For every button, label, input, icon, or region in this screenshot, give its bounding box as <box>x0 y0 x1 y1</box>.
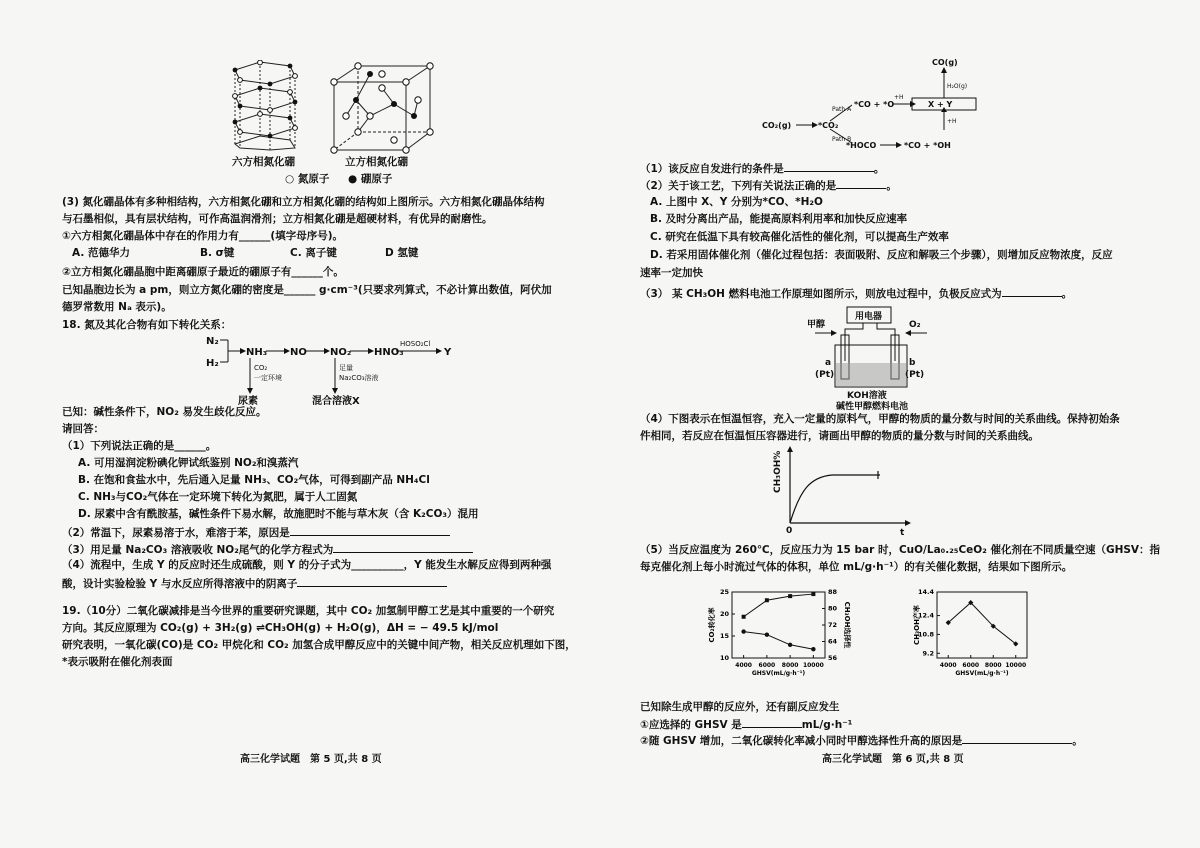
right-y-tick-label: 72 <box>828 621 838 629</box>
q17-sub2: ②立方相氮化硼晶胞中距离硼原子最近的硼原子有______个。 <box>62 266 344 278</box>
q17-sub3-line1: 已知晶胞边长为 a pm，则立方氮化硼的密度是______ g·cm⁻³(只要求列算式，不必计算出数值，阿伏加 <box>62 284 552 296</box>
right-y-tick-label: 56 <box>828 654 838 662</box>
r-q2-text: （2）关于该工艺，下列有关说法正确的是 <box>640 180 837 192</box>
conversion-selectivity-chart <box>700 580 860 695</box>
r-q4-line2: 件相同，若反应在恒温恒压容器进行，请画出甲醇的物质的量分数与时间的关系曲线。 <box>640 430 1039 442</box>
left-y-tick-label: 9.2 <box>922 649 934 658</box>
left-page-footer: 高三化学试题 第 5 页,共 8 页 <box>240 754 382 765</box>
r-q2-option-c: C. 研究在低温下具有较高催化活性的催化剂，可以提高生产效率 <box>650 231 949 243</box>
x-axis-label: GHSV(mL/g·h⁻¹) <box>955 670 1009 677</box>
plus-h-top-label: +H <box>894 94 904 101</box>
data-point <box>765 598 769 602</box>
co-gas-label: CO(g) <box>932 58 958 67</box>
q18-q2-text: （2）常温下，尿素易溶于水，难溶于苯，原因是 <box>62 527 290 539</box>
q18-q4-text: 酸，设计实验检验 Y 与水反应所得溶液中的阴离子 <box>62 578 298 590</box>
r-q1: （1）该反应自发进行的条件是 。 <box>640 160 884 176</box>
urea-label: 尿素 <box>238 396 258 407</box>
q18-q1-option-c: C. NH₃与CO₂气体在一定环境下转化为氮肥，属于人工固氮 <box>78 491 358 503</box>
right-y-tick-label: 88 <box>828 588 838 596</box>
q17-sub3-line2: 德罗常数用 Nₐ 表示)。 <box>62 301 172 313</box>
plot-frame <box>937 592 1027 658</box>
q18-q4-line2 <box>62 575 447 591</box>
x-tick-label: 8000 <box>984 662 1002 669</box>
fuel-cell-diagram <box>805 305 935 405</box>
electrode-b-label: b <box>909 358 916 368</box>
r-q5-line1: （5）当反应温度为 260℃，反应压力为 15 bar 时，CuO/La₀.₂₅CeO₂ 催化剂在不同质量空速（GHSV：指 <box>640 544 1161 556</box>
h2o-gas-label: H₂O(g) <box>947 83 968 90</box>
r-q3-text: （3） 某 CH₃OH 燃料电池工作原理如图所示，则放电过程中，负极反应式为 <box>640 288 1002 300</box>
side-reaction-note: 已知除生成甲醇的反应外，还有副反应发生 <box>640 701 840 713</box>
r-q2: （2）关于该工艺，下列有关说法正确的是 。 <box>640 177 897 193</box>
data-point <box>765 632 769 636</box>
answer-blank[interactable] <box>784 160 874 172</box>
r-q2-option-b: B. 及时分离出产品，能提高原料利用率和加快反应速率 <box>650 213 908 225</box>
left-y-tick-label: 14.4 <box>917 588 934 596</box>
answer-blank[interactable] <box>1002 285 1062 297</box>
q18-q3 <box>62 541 473 557</box>
left-y-axis-label: CO₂转化率 <box>708 607 716 643</box>
x-tick-label: 4000 <box>939 662 957 669</box>
r-q5-line2: 每克催化剂上每小时流过气体的体积，单位 mL/g·h⁻¹）的有关催化数据，结果如下图所示。 <box>640 561 1073 573</box>
option-b: B. σ键 <box>200 247 235 259</box>
left-y-axis-label: CH₃OH产率 <box>913 605 921 645</box>
co2-gas-label: CO₂(g) <box>762 121 792 130</box>
q17-intro-line1: (3) 氮化硼晶体有多种相结构，六方相氮化硼和立方相氮化硼的结构如上图所示。六方相氮化硼晶体结构 <box>62 196 545 208</box>
answer-blank[interactable] <box>297 575 447 587</box>
methanol-axis-label: CH₃OH% <box>773 450 783 493</box>
q19-line2: 方向。其反应原理为 CO₂(g) + 3H₂(g) ⇌CH₃OH(g) + H₂O(g)，ΔH = − 49.5 kJ/mol <box>62 622 499 634</box>
data-point <box>811 592 815 596</box>
electrode-a-pt: (Pt) <box>815 370 835 380</box>
fuel-cell-caption: 碱性甲醇燃料电池 <box>836 402 909 412</box>
q18-q3-text: （3）用足量 Na₂CO₃ 溶液吸收 NO₂尾气的化学方程式为 <box>62 544 334 556</box>
r-q5-sub2: ②随 GHSV 增加，二氧化碳转化率减小同时甲醇选择性升高的原因是 。 <box>640 732 1083 748</box>
answer-blank[interactable] <box>836 177 886 189</box>
r-q2-option-d-line2: 速率一定加快 <box>640 267 703 279</box>
q18-q1-option-a: A. 可用湿润淀粉碘化钾试纸鉴别 NO₂和溴蒸汽 <box>78 457 299 469</box>
q18-q1: （1）下列说法正确的是______。 <box>62 440 217 452</box>
answer-blank[interactable] <box>333 541 473 553</box>
legend-boron: ● 硼原子 <box>348 173 393 185</box>
electrode-a-label: a <box>825 358 832 368</box>
co2-condition: CO₂ <box>254 364 268 372</box>
left-y-tick-label: 15 <box>719 632 729 640</box>
electrolyte-label: KOH溶液 <box>847 391 887 401</box>
legend-nitrogen: ○ 氮原子 <box>285 173 330 185</box>
q18-known: 已知：碱性条件下，NO₂ 易发生歧化反应。 <box>62 406 267 418</box>
q17-sub1: ①六方相氮化硼晶体中存在的作用力有______(填字母序号)。 <box>62 230 343 242</box>
cubic-caption: 立方相氮化硼 <box>345 156 408 168</box>
plot-frame <box>732 592 825 658</box>
origin-label: 0 <box>786 526 793 535</box>
methanol-label: 甲醇 <box>807 320 826 330</box>
r-q2-option-d-line1: D. 若采用固体催化剂（催化过程包括：表面吸附、反应和解吸三个步骤），则增加反应物浓度，反应 <box>650 249 1113 261</box>
right-page-footer: 高三化学试题 第 6 页,共 8 页 <box>822 754 964 765</box>
answer-blank[interactable] <box>290 524 450 536</box>
environment-condition: 一定环境 <box>254 374 282 382</box>
left-y-tick-label: 20 <box>719 610 729 618</box>
n2-label: N₂ <box>206 336 219 347</box>
q19-line3: 研究表明，一氧化碳(CO)是 CO₂ 甲烷化和 CO₂ 加氢合成甲醇反应中的关键中间产物，相关反应机理如下图， <box>62 639 576 651</box>
q18-q2 <box>62 524 450 540</box>
hoco-label: *HOCO <box>846 141 877 150</box>
r-q5-sub2-text: ②随 GHSV 增加，二氧化碳转化率减小同时甲醇选择性升高的原因是 <box>640 735 963 747</box>
option-d: D 氢键 <box>385 247 419 259</box>
oxygen-label: O₂ <box>909 320 921 330</box>
reaction-mechanism-diagram <box>760 55 1010 160</box>
nitrogen-transformation-scheme <box>200 330 470 408</box>
r-q5-sub1 <box>640 716 852 732</box>
time-axis-label: t <box>900 528 905 535</box>
r-q3: （3） 某 CH₃OH 燃料电池工作原理如图所示，则放电过程中，负极反应式为 。 <box>640 285 1072 301</box>
co-o-label: *CO + *O <box>854 100 895 109</box>
r-q2-option-a: A. 上图中 X、Y 分别为*CO、*H₂O <box>650 196 823 208</box>
data-point <box>788 594 792 598</box>
x-tick-label: 10000 <box>802 662 824 669</box>
co2-adsorbed-label: *CO₂ <box>818 121 839 130</box>
left-y-tick-label: 25 <box>719 588 729 596</box>
r-q4-line1: （4）下图表示在恒温恒容，充入一定量的原料气，甲醇的物质的量分数与时间的关系曲线。保持初始条 <box>640 413 1120 425</box>
cubic-bn-unit-cell-figure <box>328 60 438 155</box>
path-b-label: Path B <box>832 136 852 143</box>
nh3-label: NH₃ <box>246 347 268 358</box>
q19-line1: 19.（10分）二氧化碳减排是当今世界的重要研究课题，其中 CO₂ 加氢制甲醇工艺是其中重要的一个研究 <box>62 605 555 617</box>
x-axis-label: GHSV(mL/g·h⁻¹) <box>751 670 806 677</box>
data-point <box>742 615 746 619</box>
no-label: NO <box>290 347 307 358</box>
q18-q1-option-b: B. 在饱和食盐水中，先后通入足量 NH₃、CO₂气体，可得到副产品 NH₄Cl <box>78 474 430 486</box>
methanol-yield-chart <box>905 580 1035 695</box>
hexagonal-bn-structure-figure <box>225 60 305 152</box>
co-oh-label: *CO + *OH <box>904 141 951 150</box>
hoso2cl-label: HOSO₂Cl <box>400 340 431 348</box>
x-tick-label: 8000 <box>781 662 799 669</box>
y-label: Y <box>444 347 452 358</box>
hex-caption: 六方相氮化硼 <box>232 156 295 168</box>
left-y-tick-label: 10 <box>719 654 729 662</box>
right-y-tick-label: 64 <box>828 637 838 646</box>
data-point <box>811 647 815 651</box>
plus-h-bottom-label: +H <box>947 118 957 125</box>
x-y-label: X + Y <box>928 100 953 109</box>
q17-intro-line2: 与石墨相似，具有层状结构，可作高温润滑剂；立方相氮化硼是超硬材料，有优异的耐磨性。 <box>62 213 493 225</box>
left-y-tick-label: 10.8 <box>917 630 934 639</box>
path-a-label: Path A <box>832 106 852 113</box>
excess-condition: 足量 <box>339 364 353 372</box>
option-a: A. 范德华力 <box>72 247 130 259</box>
q18-q1-option-d: D. 尿素中含有酰胺基，碱性条件下易水解，故施肥时不能与草木灰（含 K₂CO₃）混用 <box>78 508 479 520</box>
series-line <box>948 603 1016 644</box>
mixed-solution-label: 混合溶液X <box>312 396 360 407</box>
q18-title: 18. 氮及其化合物有如下转化关系： <box>62 319 232 331</box>
r-q1-text: （1）该反应自发进行的条件是 <box>640 163 784 175</box>
x-tick-label: 6000 <box>962 662 980 669</box>
right-y-tick-label: 80 <box>828 604 838 613</box>
hno3-label: HNO₃ <box>374 347 404 358</box>
na2co3-condition: Na₂CO₃溶液 <box>339 374 379 382</box>
answer-blank[interactable] <box>962 732 1072 744</box>
device-label: 用电器 <box>855 312 883 322</box>
no2-label: NO₂ <box>330 347 352 358</box>
option-c: C. 离子键 <box>290 247 337 259</box>
h2-label: H₂ <box>206 358 219 369</box>
series-line <box>744 594 814 617</box>
right-y-axis-label: CH₃OH选择性 <box>843 601 851 649</box>
q19-line4: *表示吸附在催化剂表面 <box>62 656 173 668</box>
x-tick-label: 4000 <box>735 662 752 669</box>
ghsv-unit: mL/g·h⁻¹ <box>801 719 853 731</box>
data-point <box>741 629 745 633</box>
x-tick-label: 10000 <box>1005 662 1027 669</box>
r-q5-sub1-text: ①应选择的 GHSV 是 <box>640 719 742 731</box>
methanol-fraction-time-graph <box>760 445 920 535</box>
answer-blank[interactable] <box>742 716 802 728</box>
left-y-tick-label: 12.4 <box>917 611 934 620</box>
x-tick-label: 6000 <box>758 662 776 669</box>
series-line <box>744 632 814 650</box>
data-point <box>788 643 792 647</box>
q18-answer-prompt: 请回答： <box>62 423 104 435</box>
right-page <box>600 0 1200 848</box>
electrode-b-pt: (Pt) <box>905 370 925 380</box>
q18-q4-line1: （4）流程中，生成 Y 的反应时还生成硫酸，则 Y 的分子式为__________，Y 能发生水解反应得到两种强 <box>62 559 552 571</box>
